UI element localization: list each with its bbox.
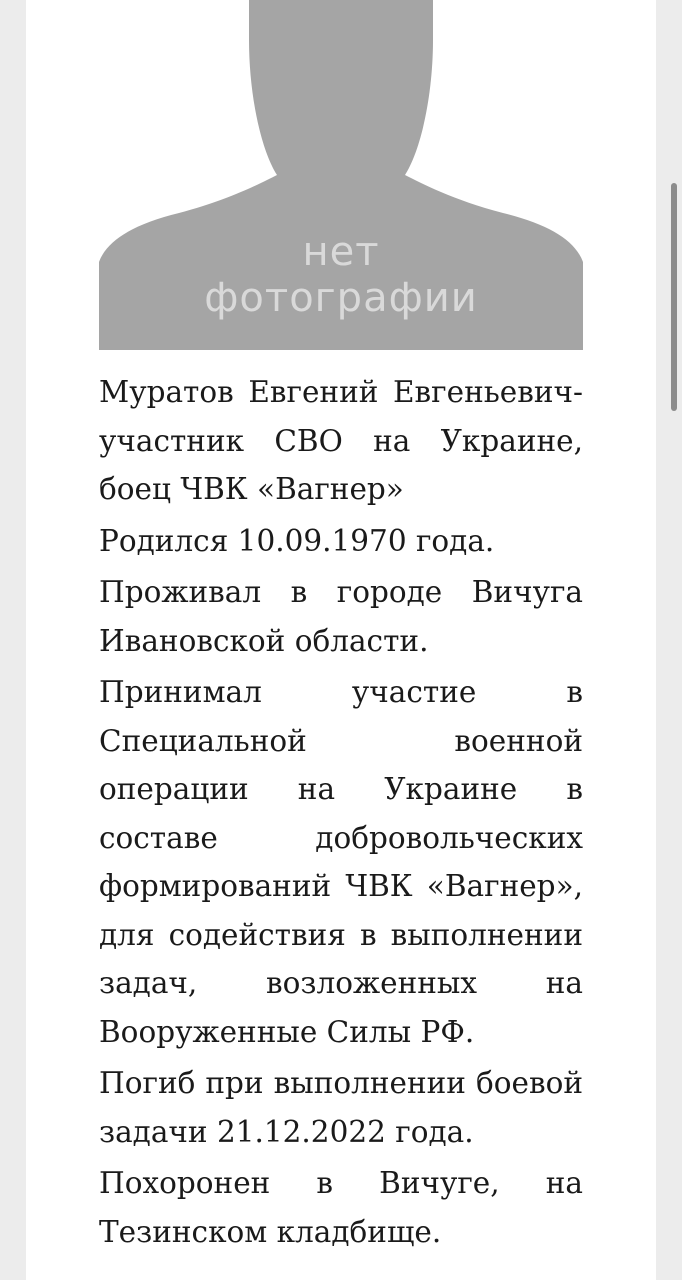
no-photo-placeholder	[99, 0, 583, 350]
photo-caption-line1: нет	[302, 229, 380, 275]
article-paragraph-service: Принимал участие в Специальной военной операции на Украине в составе добровольческих формирований ЧВК «Вагнер», для содействия в выполнении задач, возложенных на Вооруженные Силы РФ.	[99, 675, 583, 1049]
article-paragraph-death: Погиб при выполнении боевой задачи 21.12.2022 года.	[99, 1066, 583, 1149]
article-body	[99, 368, 583, 1256]
page	[26, 0, 656, 1280]
article-paragraph-name: Муратов Евгений Евгеньевич- участник СВО на Украине, боец ЧВК «Вагнер»	[99, 375, 583, 506]
article-paragraph-born: Родился 10.09.1970 года.	[99, 523, 495, 558]
article-paragraph-burial: Похоронен в Вичуге, на Тезинском кладбище.	[99, 1166, 583, 1249]
scrollbar[interactable]	[671, 183, 677, 411]
article-paragraph-residence: Проживал в городе Вичуга Ивановской области.	[99, 575, 583, 658]
photo-caption-line2: фотографии	[204, 275, 478, 321]
